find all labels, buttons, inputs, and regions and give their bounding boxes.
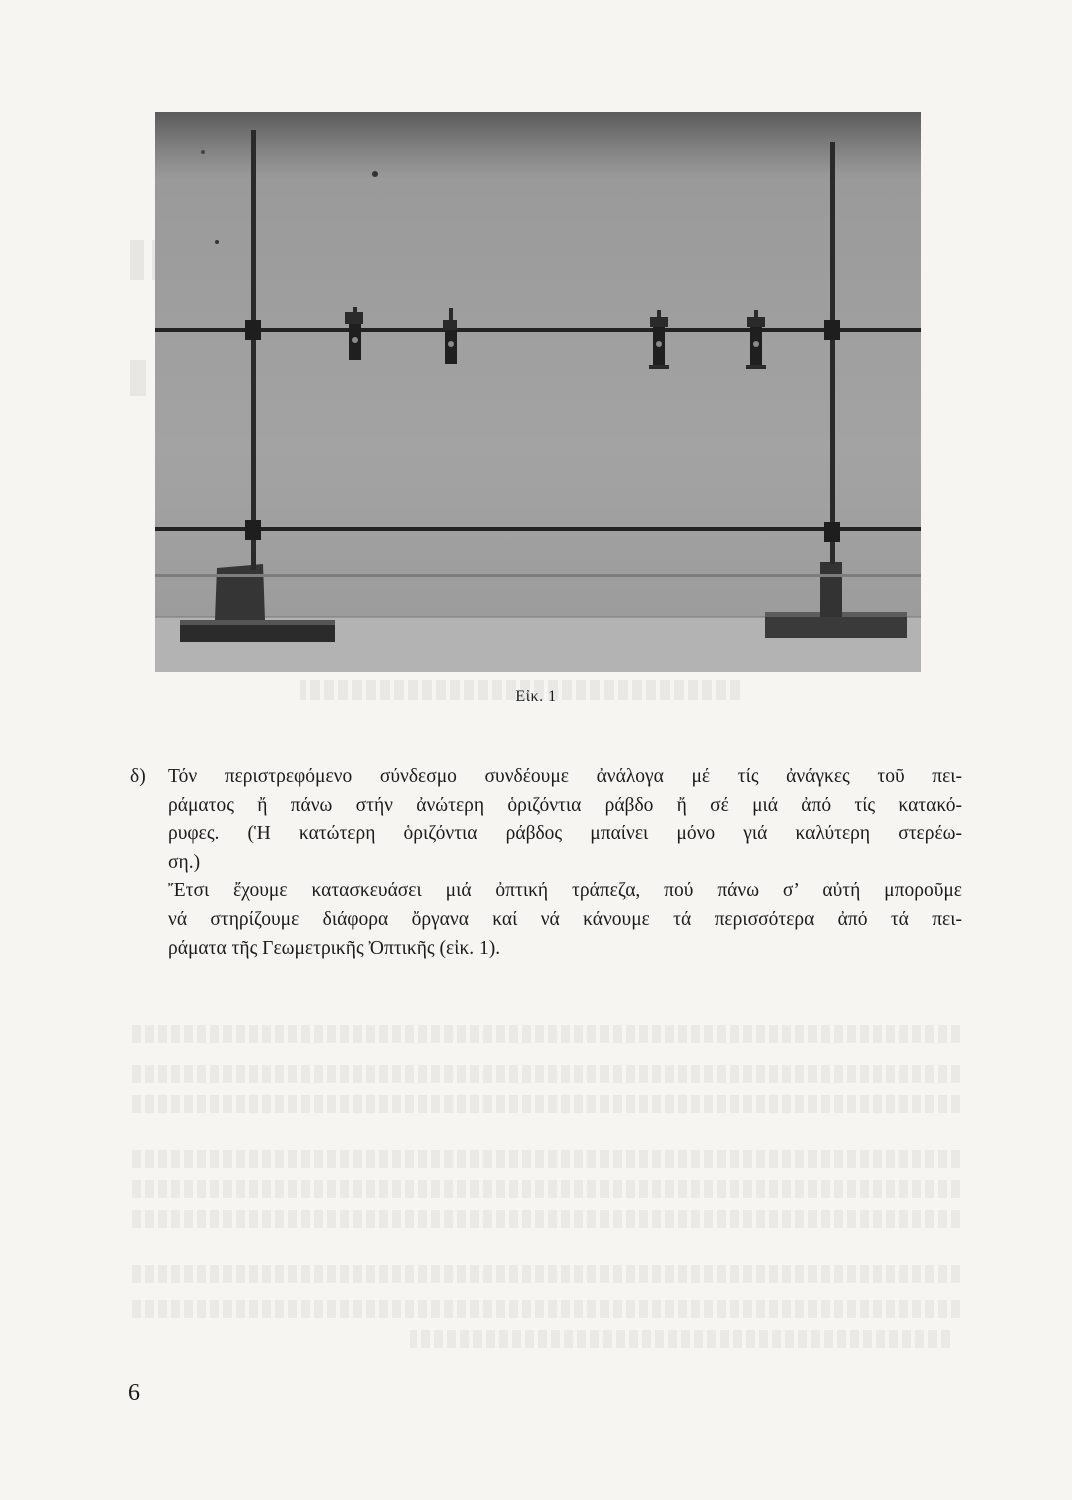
paragraph-2	[130, 877, 962, 963]
photo-speck-1	[372, 171, 378, 177]
right-vertical-rod	[830, 142, 835, 564]
paragraph-marker: δ)	[130, 766, 146, 787]
bleed-line-1	[130, 1025, 960, 1043]
paragraph-d-line-1: Τόν περιστρεφόμενο σύνδεσμο συνδέουμε ἀνάλογα μέ τίς ἀνάγκες τοῦ πει-	[168, 766, 962, 787]
paragraph-d	[130, 763, 962, 877]
lower-horizontal-rod	[155, 527, 921, 531]
bleed-line-6	[130, 1210, 960, 1228]
bleed-line-5	[130, 1180, 960, 1198]
photo-speck-2	[201, 150, 205, 154]
photo-speck-3	[215, 240, 219, 244]
left-vertical-rod	[251, 130, 256, 570]
optical-bench-photo-icon	[155, 112, 921, 672]
right-lower-connector	[824, 522, 840, 542]
left-lower-connector	[245, 520, 261, 540]
background-rod	[155, 574, 921, 577]
paragraph-2-line-2: νά στηρίζουμε διάφορα ὄργανα καί νά κάνουμε τά περισσότερα ἀπό τά πει-	[168, 908, 962, 930]
upper-horizontal-rod	[155, 328, 921, 332]
left-base-plate-top	[180, 620, 335, 625]
right-base-block	[820, 562, 842, 617]
paragraph-d-content	[168, 763, 962, 877]
paragraph-2-line-1: Ἔτσι ἔχουμε κατασκευάσει μιά ὀπτική τράπεζα, πού πάνω σ’ αὐτή μποροῦμε	[168, 880, 962, 902]
figure-photo	[155, 112, 921, 672]
bleed-line-9	[410, 1330, 950, 1348]
left-base-block	[215, 564, 265, 620]
left-upper-connector	[245, 320, 261, 340]
bleed-line-2	[130, 1065, 960, 1083]
page-number: 6	[128, 1380, 140, 1406]
right-upper-connector	[824, 320, 840, 340]
paragraph-d-line-4: ση.)	[168, 851, 201, 873]
photo-background	[155, 112, 921, 672]
bleed-line-3	[130, 1095, 960, 1113]
photo-top-shadow	[155, 112, 921, 172]
bleed-line-8	[130, 1300, 960, 1318]
bleed-line-7	[130, 1265, 960, 1283]
body-text	[130, 763, 962, 963]
paragraph-2-line-3: ράματα τῆς Γεωμετρικῆς Ὀπτικῆς (εἰκ. 1).	[168, 937, 501, 959]
paragraph-d-line-3: ρυφες. (Ἡ κατώτερη ὁριζόντια ράβδος μπαίνει μόνο γιά καλύτερη στερέω-	[168, 823, 962, 845]
figure-caption: Εἰκ. 1	[515, 688, 557, 705]
paragraph-d-line-2: ράματος ἤ πάνω στήν ἀνώτερη ὁριζόντια ράβδο ἤ σέ μιά ἀπό τίς κατακό-	[168, 794, 962, 816]
bleed-line-4	[130, 1150, 960, 1168]
